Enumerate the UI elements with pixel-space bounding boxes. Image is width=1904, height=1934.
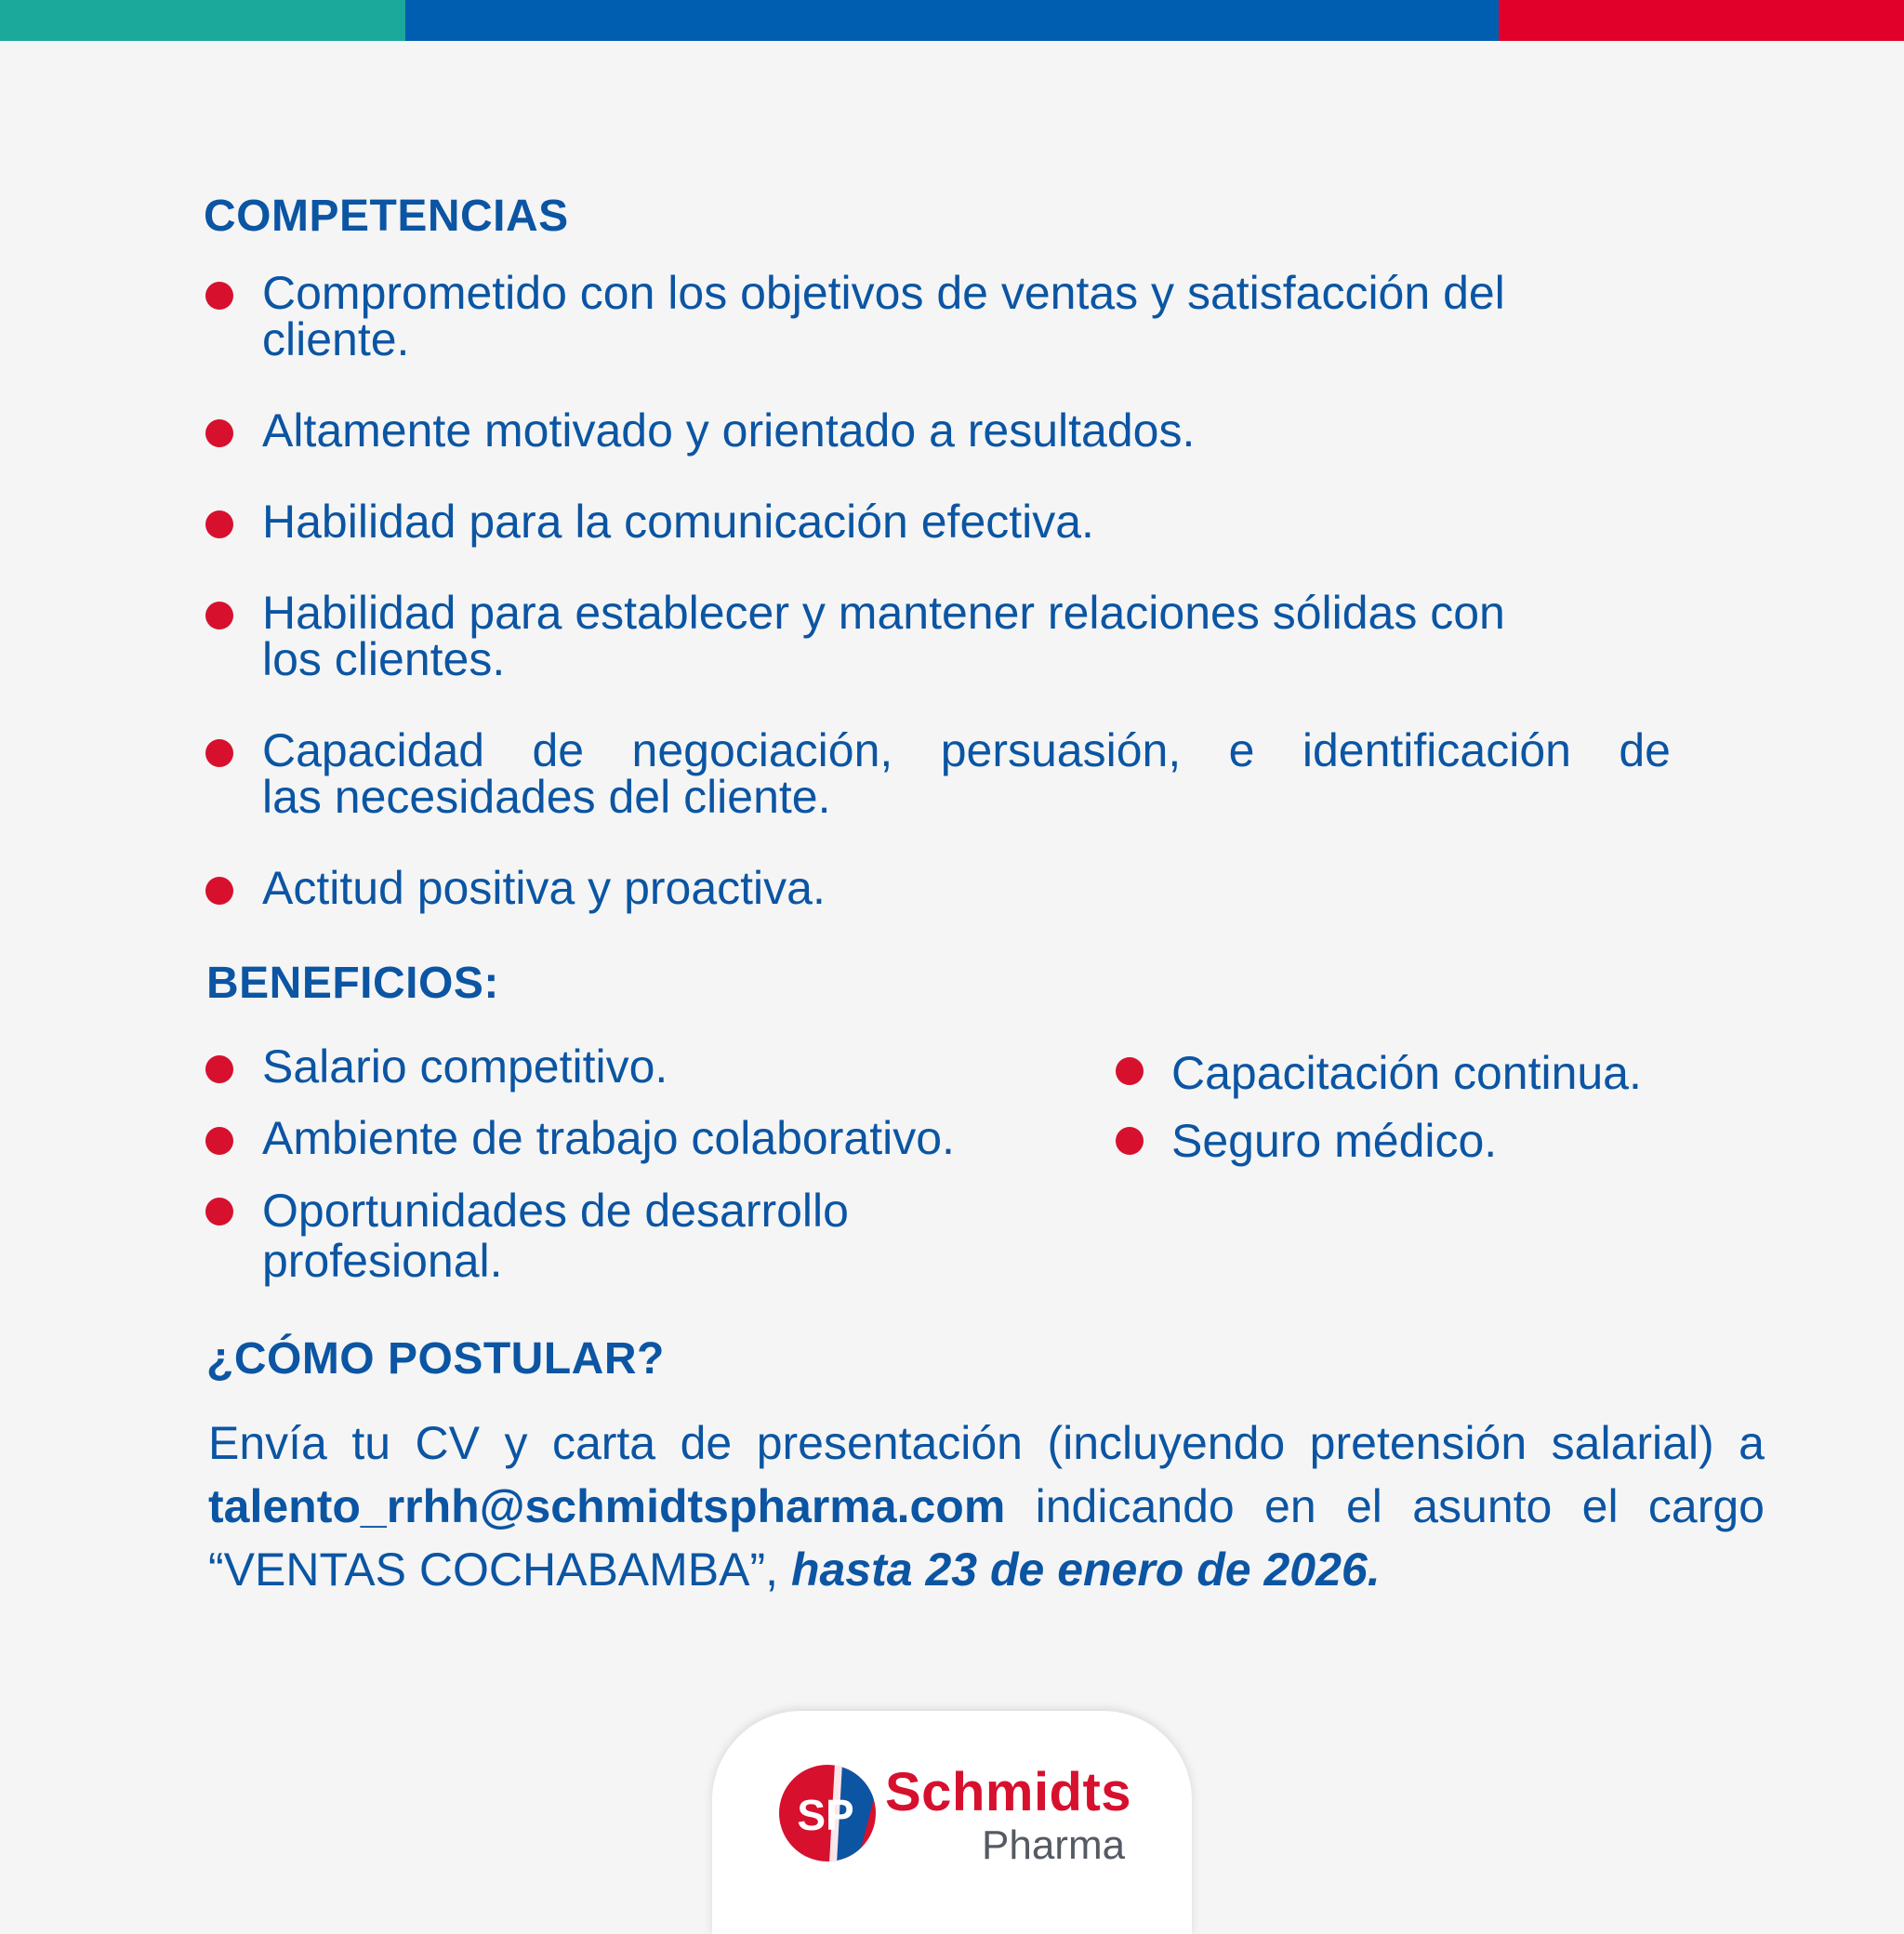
- competencia-item-5: [262, 724, 1671, 823]
- competencia-item-5-line2: las necesidades del cliente.: [262, 771, 831, 823]
- postular-heading: ¿CÓMO POSTULAR?: [206, 1334, 665, 1384]
- bullet-icon: [1116, 1127, 1144, 1155]
- competencia-item-1: [262, 267, 1671, 365]
- competencia-item-5-line1: Capacidad de negociación, persuasión, e identificación de: [262, 724, 1671, 776]
- competencia-item-4: [262, 587, 1671, 685]
- bullet-icon: [205, 602, 233, 629]
- logo-mark-text: SP: [797, 1791, 854, 1839]
- bullet-icon: [205, 419, 233, 447]
- bullet-icon: [1116, 1057, 1144, 1085]
- top-bar-blue-segment: [405, 0, 1499, 41]
- competencia-item-3: Habilidad para la comunicación efectiva.: [262, 496, 1094, 548]
- bullet-icon: [205, 739, 233, 767]
- bullet-icon: [205, 510, 233, 538]
- logo-subname: Pharma: [982, 1822, 1126, 1868]
- beneficio-seguro: Seguro médico.: [1171, 1115, 1498, 1167]
- competencia-item-1-line2: cliente.: [262, 313, 410, 365]
- top-color-bar: [0, 0, 1904, 41]
- postular-deadline: hasta 23 de enero de 2026.: [790, 1543, 1381, 1596]
- beneficio-salario: Salario competitivo.: [262, 1040, 668, 1093]
- postular-email-link[interactable]: talento_rrhh@schmidtspharma.com: [208, 1480, 1006, 1532]
- bullet-icon: [205, 282, 233, 310]
- beneficio-oportunidades-line1: Oportunidades de desarrollo: [262, 1185, 849, 1237]
- bullet-icon: [205, 1055, 233, 1083]
- logo-name: Schmidts: [885, 1762, 1132, 1822]
- bullet-icon: [205, 1198, 233, 1225]
- postular-instructions: [208, 1411, 1765, 1601]
- top-bar-red-segment: [1499, 0, 1904, 41]
- competencias-heading: COMPETENCIAS: [204, 192, 569, 241]
- competencia-item-2: Altamente motivado y orientado a resultados.: [262, 404, 1196, 457]
- competencia-item-4-line2: los clientes.: [262, 633, 506, 685]
- bullet-icon: [205, 1127, 233, 1155]
- schmidts-pharma-logo-icon: [777, 1763, 878, 1863]
- beneficio-oportunidades-line2: profesional.: [262, 1235, 503, 1287]
- postular-text-before: Envía tu CV y carta de presentación (incluyendo pretensión salarial) a: [208, 1417, 1765, 1469]
- competencia-item-4-line1: Habilidad para establecer y mantener relaciones sólidas con: [262, 587, 1505, 639]
- competencia-item-1-line1: Comprometido con los objetivos de ventas y satisfacción del: [262, 267, 1505, 319]
- top-bar-teal-segment: [0, 0, 405, 41]
- postular-text-middle: indicando en el asunto el cargo “VENTAS COCHABAMBA”,: [208, 1480, 1765, 1596]
- beneficio-capacitacion: Capacitación continua.: [1171, 1047, 1642, 1099]
- bullet-icon: [205, 877, 233, 905]
- beneficios-heading: BENEFICIOS:: [206, 959, 499, 1008]
- competencia-item-6: Actitud positiva y proactiva.: [262, 862, 826, 914]
- beneficio-ambiente: Ambiente de trabajo colaborativo.: [262, 1112, 955, 1164]
- logo-card: [712, 1711, 1192, 1934]
- beneficio-oportunidades: [262, 1186, 849, 1286]
